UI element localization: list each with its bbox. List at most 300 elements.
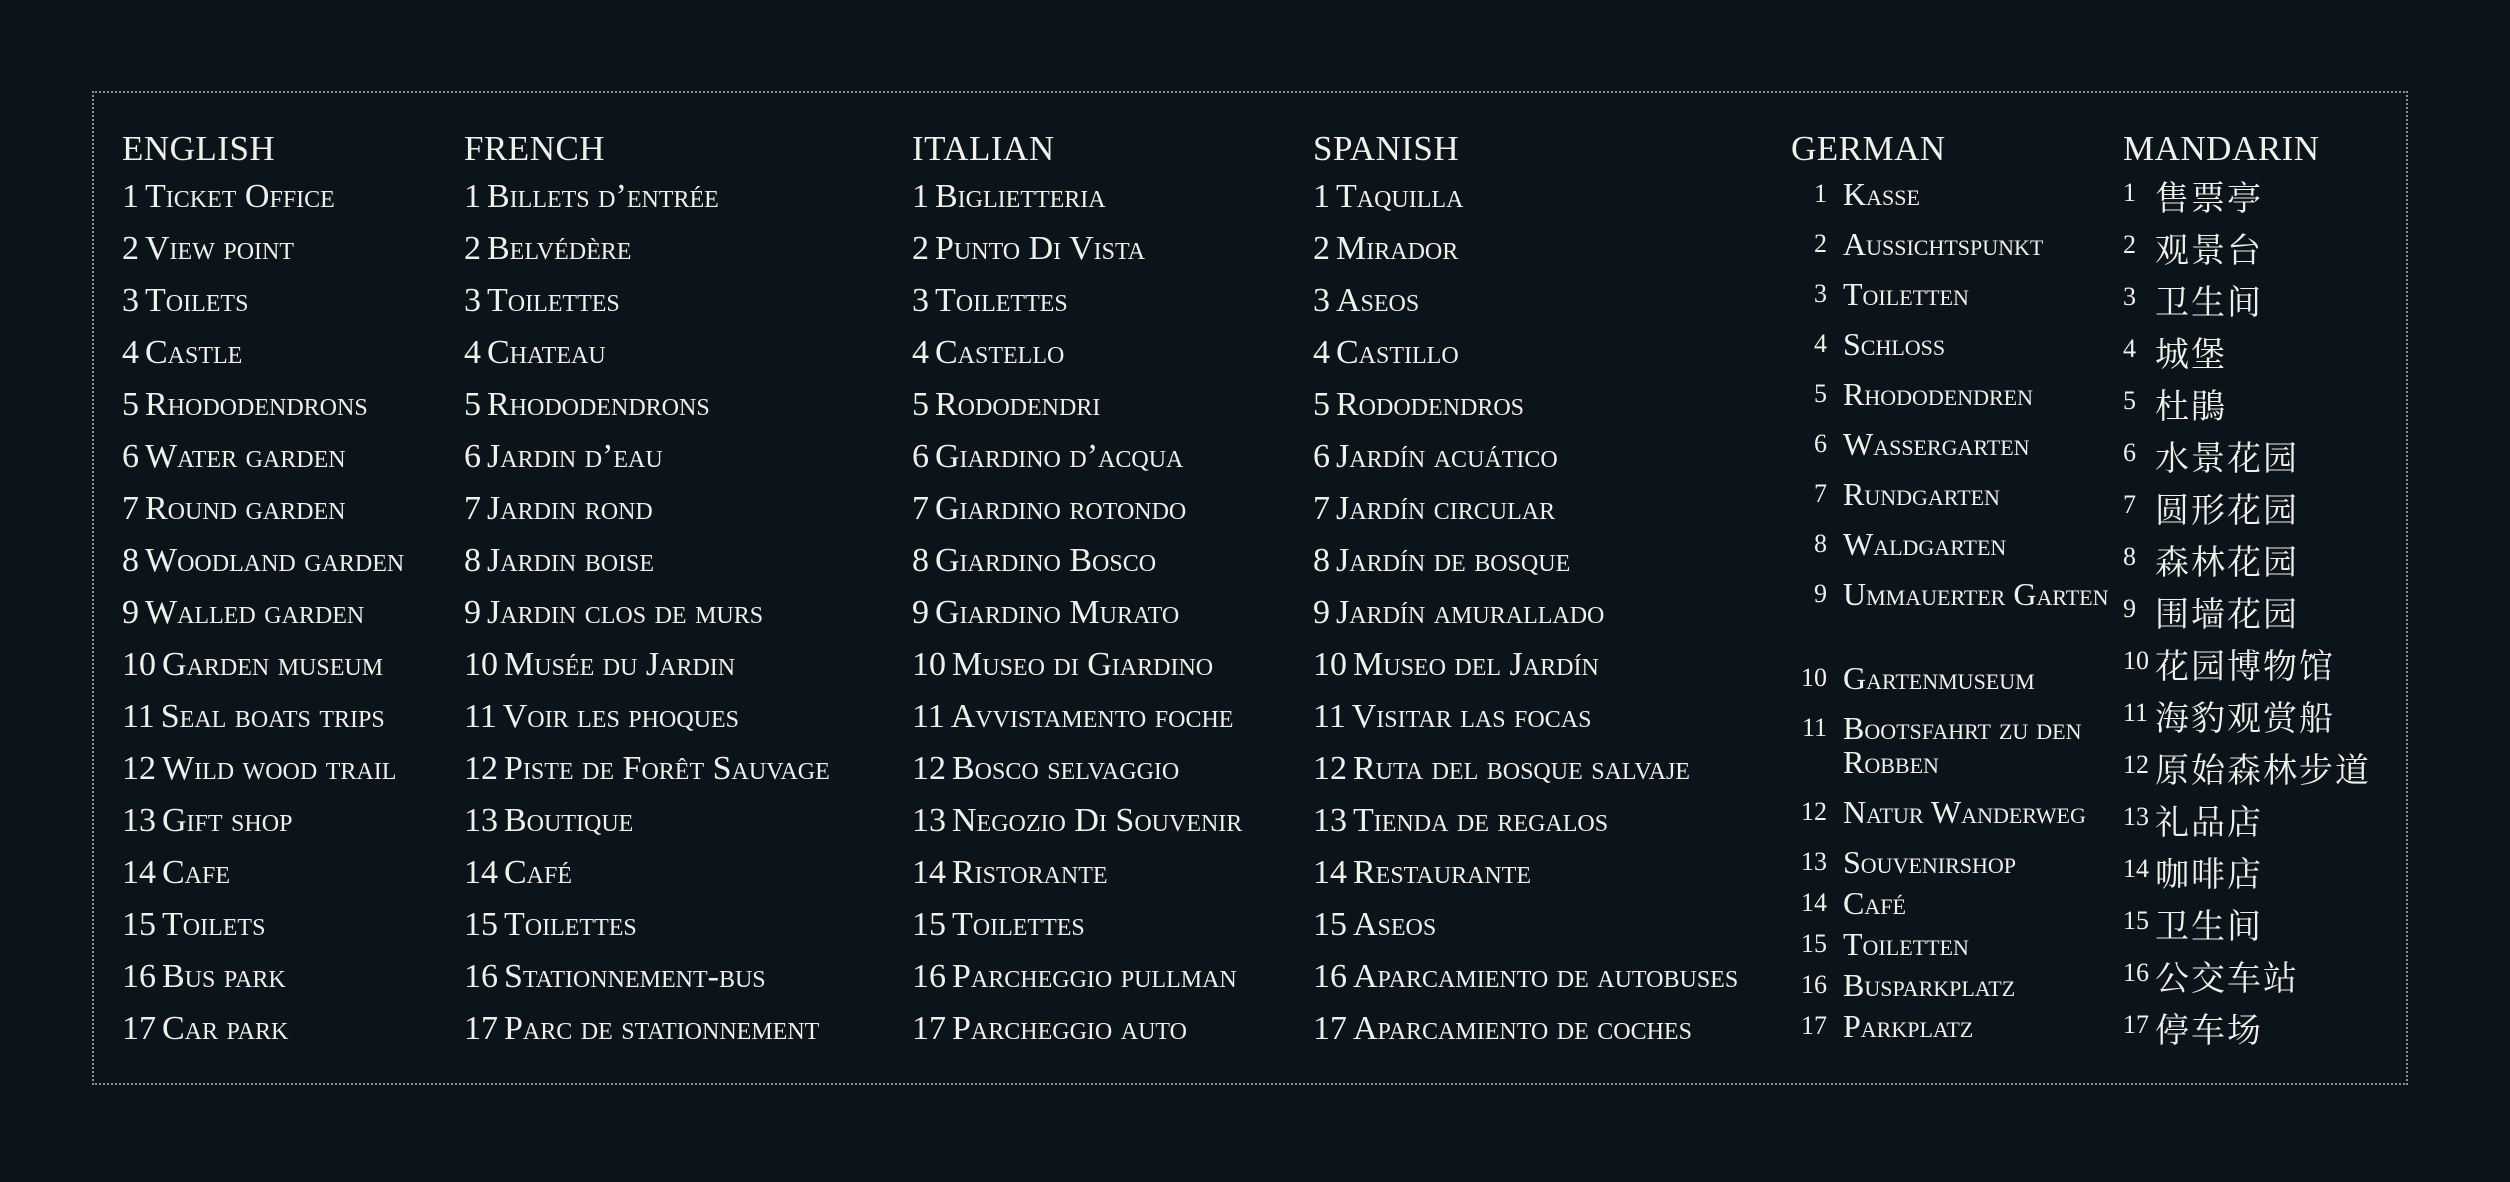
item-label: Voir les phoques — [502, 698, 739, 735]
item-label: Wassergarten — [1843, 426, 2030, 462]
column-german — [1791, 129, 2143, 1050]
item-number: 12 — [1801, 797, 1827, 826]
item-label: Woodland garden — [145, 542, 405, 579]
column-header: ITALIAN — [912, 129, 1055, 168]
item-number: 5 — [2123, 386, 2136, 415]
item-label: Ruta del bosque salvaje — [1353, 750, 1690, 787]
list-item — [464, 489, 830, 541]
item-number: 13 — [912, 802, 946, 839]
item-number: 10 — [1313, 646, 1347, 683]
column-spanish — [1313, 129, 1738, 1061]
item-number: 3 — [464, 282, 481, 319]
item-label: 卫生间 — [2155, 907, 2263, 947]
item-label: Toilets — [145, 282, 249, 319]
list-item — [1313, 593, 1738, 645]
item-label: Rhododendrons — [145, 386, 368, 423]
list-item — [1791, 427, 2143, 477]
list-item — [912, 801, 1242, 853]
item-number: 15 — [912, 906, 946, 943]
list-item — [464, 749, 830, 801]
list-item — [2123, 177, 2371, 229]
item-number: 2 — [1814, 229, 1827, 258]
item-label: Jardín amurallado — [1336, 594, 1605, 631]
list-item — [1791, 661, 2143, 711]
item-label: Toilettes — [935, 282, 1068, 319]
list-item — [1313, 437, 1738, 489]
item-label: 花园博物馆 — [2155, 647, 2335, 687]
item-label: Round garden — [145, 490, 346, 527]
item-number: 17 — [464, 1010, 498, 1047]
item-label: Toilettes — [952, 906, 1085, 943]
item-label: 城堡 — [2155, 335, 2227, 375]
list-item — [122, 437, 404, 489]
item-label: 海豹观赏船 — [2155, 699, 2335, 739]
item-number: 11 — [2123, 698, 2149, 727]
item-label: Seal boats trips — [160, 698, 385, 735]
item-number: 16 — [122, 958, 156, 995]
item-number: 4 — [122, 334, 139, 371]
item-number: 3 — [912, 282, 929, 319]
item-number: 8 — [912, 542, 929, 579]
list-item — [1313, 385, 1738, 437]
item-number: 13 — [2123, 802, 2149, 831]
list-item — [1313, 905, 1738, 957]
column-header: FRENCH — [464, 129, 606, 168]
item-label: Aparcamiento de autobuses — [1353, 958, 1739, 995]
list-item — [2123, 229, 2371, 281]
item-label: Parkplatz — [1843, 1008, 1974, 1044]
item-label: 围墙花园 — [2155, 595, 2299, 635]
item-label: Musée du Jardin — [504, 646, 736, 683]
item-label: Jardin clos de murs — [487, 594, 764, 631]
item-label: Rhododendrons — [487, 386, 710, 423]
item-list — [1313, 177, 1738, 1061]
item-number: 4 — [1313, 334, 1330, 371]
item-number: 9 — [464, 594, 481, 631]
list-item — [1313, 333, 1738, 385]
item-list — [122, 177, 404, 1061]
item-label: Toilettes — [487, 282, 620, 319]
item-label: Taquilla — [1336, 178, 1464, 215]
list-item — [1313, 1009, 1738, 1061]
item-label: View point — [145, 230, 295, 267]
list-item — [122, 385, 404, 437]
list-item — [122, 697, 404, 749]
list-item — [912, 229, 1242, 281]
legend-frame — [92, 91, 2408, 1085]
list-item — [2123, 801, 2371, 853]
item-number: 7 — [912, 490, 929, 527]
item-label: Parcheggio auto — [952, 1010, 1187, 1047]
list-item — [1313, 957, 1738, 1009]
item-number: 16 — [2123, 958, 2149, 987]
list-item — [1313, 489, 1738, 541]
item-label: Mirador — [1336, 230, 1459, 267]
item-number: 15 — [122, 906, 156, 943]
item-label: Aparcamiento de coches — [1353, 1010, 1692, 1047]
list-item — [2123, 645, 2371, 697]
list-item — [1313, 801, 1738, 853]
item-label: Wild wood trail — [162, 750, 397, 787]
item-number: 10 — [464, 646, 498, 683]
item-label: Castle — [145, 334, 243, 371]
list-item — [122, 1009, 404, 1061]
list-item — [464, 385, 830, 437]
item-number: 2 — [2123, 230, 2136, 259]
item-number: 12 — [464, 750, 498, 787]
item-number: 14 — [1313, 854, 1347, 891]
item-label: Jardín acuático — [1336, 438, 1558, 475]
item-number: 6 — [1814, 429, 1827, 458]
list-item — [2123, 749, 2371, 801]
item-number: 15 — [1313, 906, 1347, 943]
list-item — [1313, 697, 1738, 749]
list-item — [1791, 327, 2143, 377]
list-item — [912, 177, 1242, 229]
list-item — [464, 333, 830, 385]
item-number: 4 — [1814, 329, 1827, 358]
item-label: Piste de Forêt Sauvage — [504, 750, 830, 787]
item-list — [464, 177, 830, 1061]
item-label: Rundgarten — [1843, 476, 2000, 512]
list-item — [1313, 853, 1738, 905]
item-number: 8 — [1814, 529, 1827, 558]
item-label: Walled garden — [145, 594, 365, 631]
list-item — [1791, 527, 2143, 577]
item-number: 10 — [1801, 663, 1827, 692]
list-item — [1313, 541, 1738, 593]
item-number: 7 — [1313, 490, 1330, 527]
list-item — [122, 905, 404, 957]
list-item — [2123, 593, 2371, 645]
item-label: Rododendros — [1336, 386, 1525, 423]
list-item — [122, 645, 404, 697]
item-label: Jardín de bosque — [1336, 542, 1571, 579]
item-label: Bootsfahrt zu den Robben — [1843, 710, 2082, 780]
item-number: 16 — [1313, 958, 1347, 995]
item-label: Belvédère — [487, 230, 632, 267]
item-label: Aseos — [1353, 906, 1437, 943]
list-item — [122, 489, 404, 541]
list-item — [2123, 1009, 2371, 1061]
item-label: 卫生间 — [2155, 283, 2263, 323]
item-number: 16 — [1801, 970, 1827, 999]
item-label: Café — [1843, 885, 1906, 921]
list-item — [912, 437, 1242, 489]
list-item — [464, 957, 830, 1009]
list-item — [912, 853, 1242, 905]
item-number: 13 — [464, 802, 498, 839]
item-number: 4 — [2123, 334, 2136, 363]
column-header: ENGLISH — [122, 129, 276, 168]
item-label: 圆形花园 — [2155, 491, 2299, 531]
list-item — [912, 281, 1242, 333]
item-number: 6 — [122, 438, 139, 475]
item-label: Natur Wanderweg — [1843, 794, 2086, 830]
item-label: Parcheggio pullman — [952, 958, 1237, 995]
item-label: Giardino Murato — [935, 594, 1180, 631]
item-number: 12 — [1313, 750, 1347, 787]
list-item — [122, 853, 404, 905]
item-label: Negozio Di Souvenir — [952, 802, 1243, 839]
item-label: 森林花园 — [2155, 543, 2299, 583]
item-number: 10 — [122, 646, 156, 683]
list-item — [912, 541, 1242, 593]
list-item — [2123, 385, 2371, 437]
item-label: Jardin boise — [487, 542, 655, 579]
list-item — [464, 437, 830, 489]
item-label: Jardin rond — [487, 490, 653, 527]
item-number: 12 — [912, 750, 946, 787]
item-number: 8 — [122, 542, 139, 579]
list-item — [1313, 177, 1738, 229]
item-label: Gartenmuseum — [1843, 660, 2035, 696]
item-number: 7 — [122, 490, 139, 527]
item-number: 14 — [1801, 888, 1827, 917]
item-number: 5 — [1313, 386, 1330, 423]
column-header: MANDARIN — [2123, 129, 2320, 168]
item-label: Garden museum — [162, 646, 384, 683]
item-label: Giardino Bosco — [935, 542, 1157, 579]
list-item — [122, 541, 404, 593]
column-english — [122, 129, 404, 1061]
list-item — [912, 385, 1242, 437]
list-item — [912, 957, 1242, 1009]
list-item — [464, 801, 830, 853]
item-label: Avvistamento foche — [950, 698, 1234, 735]
item-number: 5 — [912, 386, 929, 423]
item-label: Parc de stationnement — [504, 1010, 820, 1047]
list-item — [1791, 927, 2143, 968]
item-label: Rododendri — [935, 386, 1101, 423]
list-item — [122, 957, 404, 1009]
item-label: Castello — [935, 334, 1065, 371]
list-item — [464, 853, 830, 905]
item-number: 3 — [2123, 282, 2136, 311]
item-label: Jardin d’eau — [487, 438, 663, 475]
list-item — [464, 645, 830, 697]
item-label: Rhododendren — [1843, 376, 2033, 412]
list-item — [912, 489, 1242, 541]
item-number: 6 — [1313, 438, 1330, 475]
list-item — [464, 541, 830, 593]
item-number: 3 — [1814, 279, 1827, 308]
list-item — [1791, 477, 2143, 527]
list-item — [1313, 645, 1738, 697]
list-item — [1791, 277, 2143, 327]
list-item — [2123, 333, 2371, 385]
item-number: 7 — [2123, 490, 2136, 519]
item-number: 6 — [912, 438, 929, 475]
item-number: 17 — [912, 1010, 946, 1047]
item-label: Museo del Jardín — [1353, 646, 1599, 683]
item-number: 10 — [912, 646, 946, 683]
list-item — [2123, 957, 2371, 1009]
item-number: 5 — [122, 386, 139, 423]
item-label: Kasse — [1843, 176, 1920, 212]
item-label: Museo di Giardino — [952, 646, 1214, 683]
list-item — [464, 905, 830, 957]
item-number: 14 — [2123, 854, 2149, 883]
list-item — [912, 645, 1242, 697]
item-label: Bosco selvaggio — [952, 750, 1180, 787]
item-number: 11 — [122, 698, 155, 735]
item-number: 2 — [912, 230, 929, 267]
item-number: 16 — [464, 958, 498, 995]
item-number: 14 — [912, 854, 946, 891]
item-number: 12 — [2123, 750, 2149, 779]
list-item — [1313, 749, 1738, 801]
item-number: 9 — [122, 594, 139, 631]
list-item — [122, 177, 404, 229]
item-number: 17 — [1313, 1010, 1347, 1047]
item-number: 8 — [464, 542, 481, 579]
item-number: 3 — [1313, 282, 1330, 319]
item-label: 公交车站 — [2155, 959, 2299, 999]
item-number: 11 — [1313, 698, 1346, 735]
list-item — [2123, 437, 2371, 489]
item-number: 1 — [1313, 178, 1330, 215]
list-item — [464, 697, 830, 749]
item-label: Toilettes — [504, 906, 637, 943]
item-label: Toiletten — [1843, 926, 1969, 962]
item-number: 10 — [2123, 646, 2149, 675]
list-item — [464, 1009, 830, 1061]
item-number: 14 — [464, 854, 498, 891]
item-label: Boutique — [504, 802, 634, 839]
item-label: 原始森林步道 — [2155, 751, 2371, 791]
item-number: 6 — [2123, 438, 2136, 467]
item-label: Waldgarten — [1843, 526, 2007, 562]
item-number: 11 — [464, 698, 497, 735]
item-label: Giardino d’acqua — [935, 438, 1184, 475]
item-label: Bus park — [162, 958, 286, 995]
list-item — [1791, 968, 2143, 1009]
item-label: Billets d’entrée — [487, 178, 719, 215]
list-item — [122, 333, 404, 385]
list-item — [912, 333, 1242, 385]
item-number: 4 — [912, 334, 929, 371]
list-item — [1791, 886, 2143, 927]
item-label: Schloss — [1843, 326, 1946, 362]
item-label: Biglietteria — [935, 178, 1106, 215]
item-label: 观景台 — [2155, 231, 2263, 271]
item-label: Toilets — [162, 906, 266, 943]
list-item — [122, 593, 404, 645]
list-item — [2123, 853, 2371, 905]
list-item — [2123, 905, 2371, 957]
item-label: Ummauerter Garten — [1843, 576, 2109, 612]
item-label: Visitar las focas — [1351, 698, 1592, 735]
item-number: 13 — [1801, 847, 1827, 876]
item-label: Aussichtspunkt — [1843, 226, 2044, 262]
item-number: 5 — [464, 386, 481, 423]
list-item — [1791, 1009, 2143, 1050]
item-number: 6 — [464, 438, 481, 475]
list-item — [912, 593, 1242, 645]
item-number: 2 — [464, 230, 481, 267]
item-number: 14 — [122, 854, 156, 891]
item-number: 1 — [122, 178, 139, 215]
list-item — [122, 749, 404, 801]
list-item — [1791, 177, 2143, 227]
list-item — [1313, 281, 1738, 333]
item-number: 15 — [2123, 906, 2149, 935]
item-label: Stationnement-bus — [504, 958, 766, 995]
item-number: 4 — [464, 334, 481, 371]
item-label: 咖啡店 — [2155, 855, 2263, 895]
list-item — [122, 801, 404, 853]
item-list — [912, 177, 1242, 1061]
item-number: 1 — [1814, 179, 1827, 208]
item-label: Souvenirshop — [1843, 844, 2017, 880]
item-number: 7 — [464, 490, 481, 527]
item-number: 1 — [912, 178, 929, 215]
item-label: Aseos — [1336, 282, 1420, 319]
item-label: Tienda de regalos — [1353, 802, 1609, 839]
list-item — [912, 1009, 1242, 1061]
item-label: Chateau — [487, 334, 606, 371]
list-item — [1791, 795, 2143, 845]
item-label: 售票亭 — [2155, 179, 2263, 219]
item-number: 11 — [1801, 713, 1827, 742]
item-number: 5 — [1814, 379, 1827, 408]
item-number: 8 — [1313, 542, 1330, 579]
item-label: Toiletten — [1843, 276, 1969, 312]
item-number: 2 — [122, 230, 139, 267]
item-label: Water garden — [145, 438, 346, 475]
list-item — [464, 177, 830, 229]
item-number: 13 — [1313, 802, 1347, 839]
item-number: 9 — [1313, 594, 1330, 631]
item-number: 9 — [2123, 594, 2136, 623]
item-label: 杜鵑 — [2155, 387, 2227, 427]
list-item — [1791, 845, 2143, 886]
item-label: Restaurante — [1353, 854, 1532, 891]
column-french — [464, 129, 830, 1061]
list-item — [912, 697, 1242, 749]
list-item — [464, 593, 830, 645]
item-label: Car park — [162, 1010, 289, 1047]
item-number: 8 — [2123, 542, 2136, 571]
column-header: GERMAN — [1791, 129, 1946, 168]
item-number: 17 — [122, 1010, 156, 1047]
item-list — [1791, 177, 2143, 1050]
list-item — [122, 281, 404, 333]
list-item — [2123, 489, 2371, 541]
list-item — [1791, 577, 2143, 661]
list-item — [122, 229, 404, 281]
item-number: 11 — [912, 698, 945, 735]
item-label: Ristorante — [952, 854, 1108, 891]
list-item — [2123, 541, 2371, 593]
item-number: 9 — [1814, 579, 1827, 608]
item-label: Busparkplatz — [1843, 967, 2016, 1003]
list-item — [2123, 281, 2371, 333]
item-label: Punto Di Vista — [935, 230, 1146, 267]
item-label: 停车场 — [2155, 1011, 2263, 1051]
list-item — [2123, 697, 2371, 749]
item-number: 1 — [464, 178, 481, 215]
item-number: 2 — [1313, 230, 1330, 267]
list-item — [1791, 377, 2143, 427]
list-item — [1313, 229, 1738, 281]
column-header: SPANISH — [1313, 129, 1460, 168]
item-label: Jardín circular — [1336, 490, 1556, 527]
column-mandarin — [2123, 129, 2371, 1061]
item-number: 13 — [122, 802, 156, 839]
list-item — [912, 905, 1242, 957]
